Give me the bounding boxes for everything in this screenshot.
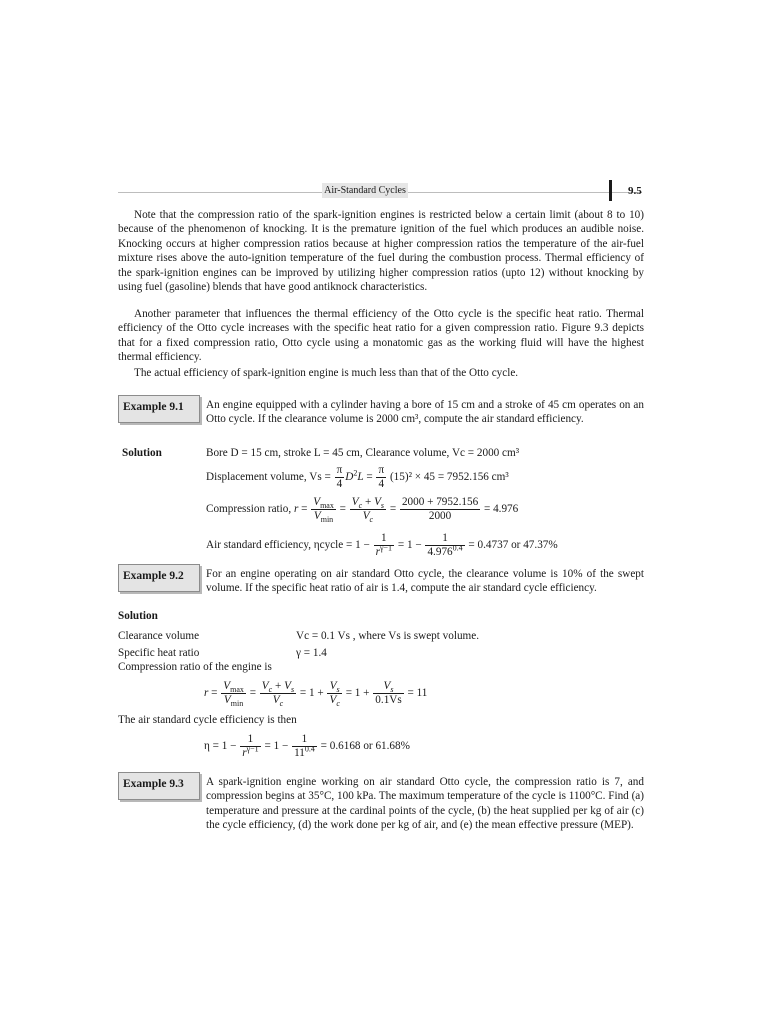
compression-ratio-equation: Compression ratio, r = $\frac{V_{max}}{V_{min}}$ = $\frac{V_c + V_s}{V_c}$ = $\frac{2000 + 7952.156}{2000}$ = 4.976 [206,496,519,525]
specific-heat-ratio-label: Specific heat ratio [118,647,200,659]
example-9-2-text: For an engine operating on air standard Otto cycle, the clearance volume is 10% of the swept volume. If the specific heat ratio of air is 1.4, compute the air standard cycle efficiency. [206,568,644,595]
efficiency-equation: η = 1 − $\frac{1}{r^{\gamma-1}}$ = 1 − $\frac{1}{11^{0.4}}$ = 0.6168 or 61.68% [204,733,410,759]
clearance-volume-value: Vc = 0.1 Vs , where Vs is swept volume. [296,630,480,642]
compression-ratio-equation: r = $\frac{V_{max}}{V_{min}}$ = $\frac{V_c + V_s}{V_c}$ = 1 + $\frac{V_s}{V_c}$ = 1 + $\frac{V_s}{0.1Vs}$ = 11 [204,680,428,709]
example-9-1-label: Example 9.1 [118,395,200,423]
running-head: Air-Standard Cycles [322,183,408,198]
compression-ratio-intro: Compression ratio of the engine is [118,661,272,673]
example-9-3-label: Example 9.3 [118,772,200,800]
example-9-1-text: An engine equipped with a cylinder having a bore of 15 cm and a stroke of 45 cm operates on an Otto cycle. If the clearance volume is 2000 cm³, compute the air standard efficiency. [206,399,644,426]
efficiency-equation: Air standard efficiency, ηcycle = 1 − $\frac{1}{r^{\gamma-1}}$ = 1 − $\frac{1}{4.976^{0.4}}$ = 0.4737 or 47.37% [206,532,558,558]
displacement-equation: Displacement volume, Vs = $\frac{\pi}{4}$ $D^2L$ = $\frac{\pi}{4}$ (15)² × 45 = 7952.156 cm³ [206,464,509,490]
efficiency-intro: The air standard cycle efficiency is then [118,714,297,726]
specific-heat-ratio-value: γ = 1.4 [296,647,327,659]
clearance-volume-label: Clearance volume [118,630,200,642]
paragraph-actual-efficiency: The actual efficiency of spark-ignition engine is much less than that of the Otto cycle. [134,367,519,379]
page-number: 9.5 [628,185,642,197]
paragraph-knocking: Note that the compression ratio of the spark-ignition engines is restricted below a certain limit (about 8 to 10) because of the phenomenon of knocking. It is the premature ignition of the fuel which produces an audible noise. Knocking occurs at higher compression ratios because at higher compression ratios the temperature of the air-fuel mixture rises above the auto-ignition temperature of the fuel during the combustion process. Thermal efficiency of the spark-ignition engines can be improved by utilizing higher compression ratios (upto 12) without knocking by using fuel (gasoline) blends that have good antiknock characteristics. [118,209,644,294]
header-bar [609,180,612,201]
solution-label: Solution [122,447,162,459]
example-9-3-text: A spark-ignition engine working on air standard Otto cycle, the compression ratio is 7, and compression begins at 35°C, 100 kPa. The maximum temperature of the cycle is 1100°C. Find (a) temperature and pressure at the cardinal points of the cycle, (b) the heat supplied per kg of air (c) the cycle efficiency, (d) the work done per kg of air, and (e) the mean effective pressure (MEP). [206,776,644,832]
example-9-2-label: Example 9.2 [118,564,200,592]
solution-label: Solution [118,610,158,622]
paragraph-specific-heat: Another parameter that influences the thermal efficiency of the Otto cycle is the specific heat ratio. Thermal efficiency of the Otto cycle increases with the specific heat ratio for a given compression ratio. Figure 9.3 depicts that for a fixed compression ratio, Otto cycle using a monatomic gas as the working fluid will have the highest thermal efficiency. [118,308,644,364]
given-values: Bore D = 15 cm, stroke L = 45 cm, Clearance volume, Vc = 2000 cm³ [206,447,520,459]
